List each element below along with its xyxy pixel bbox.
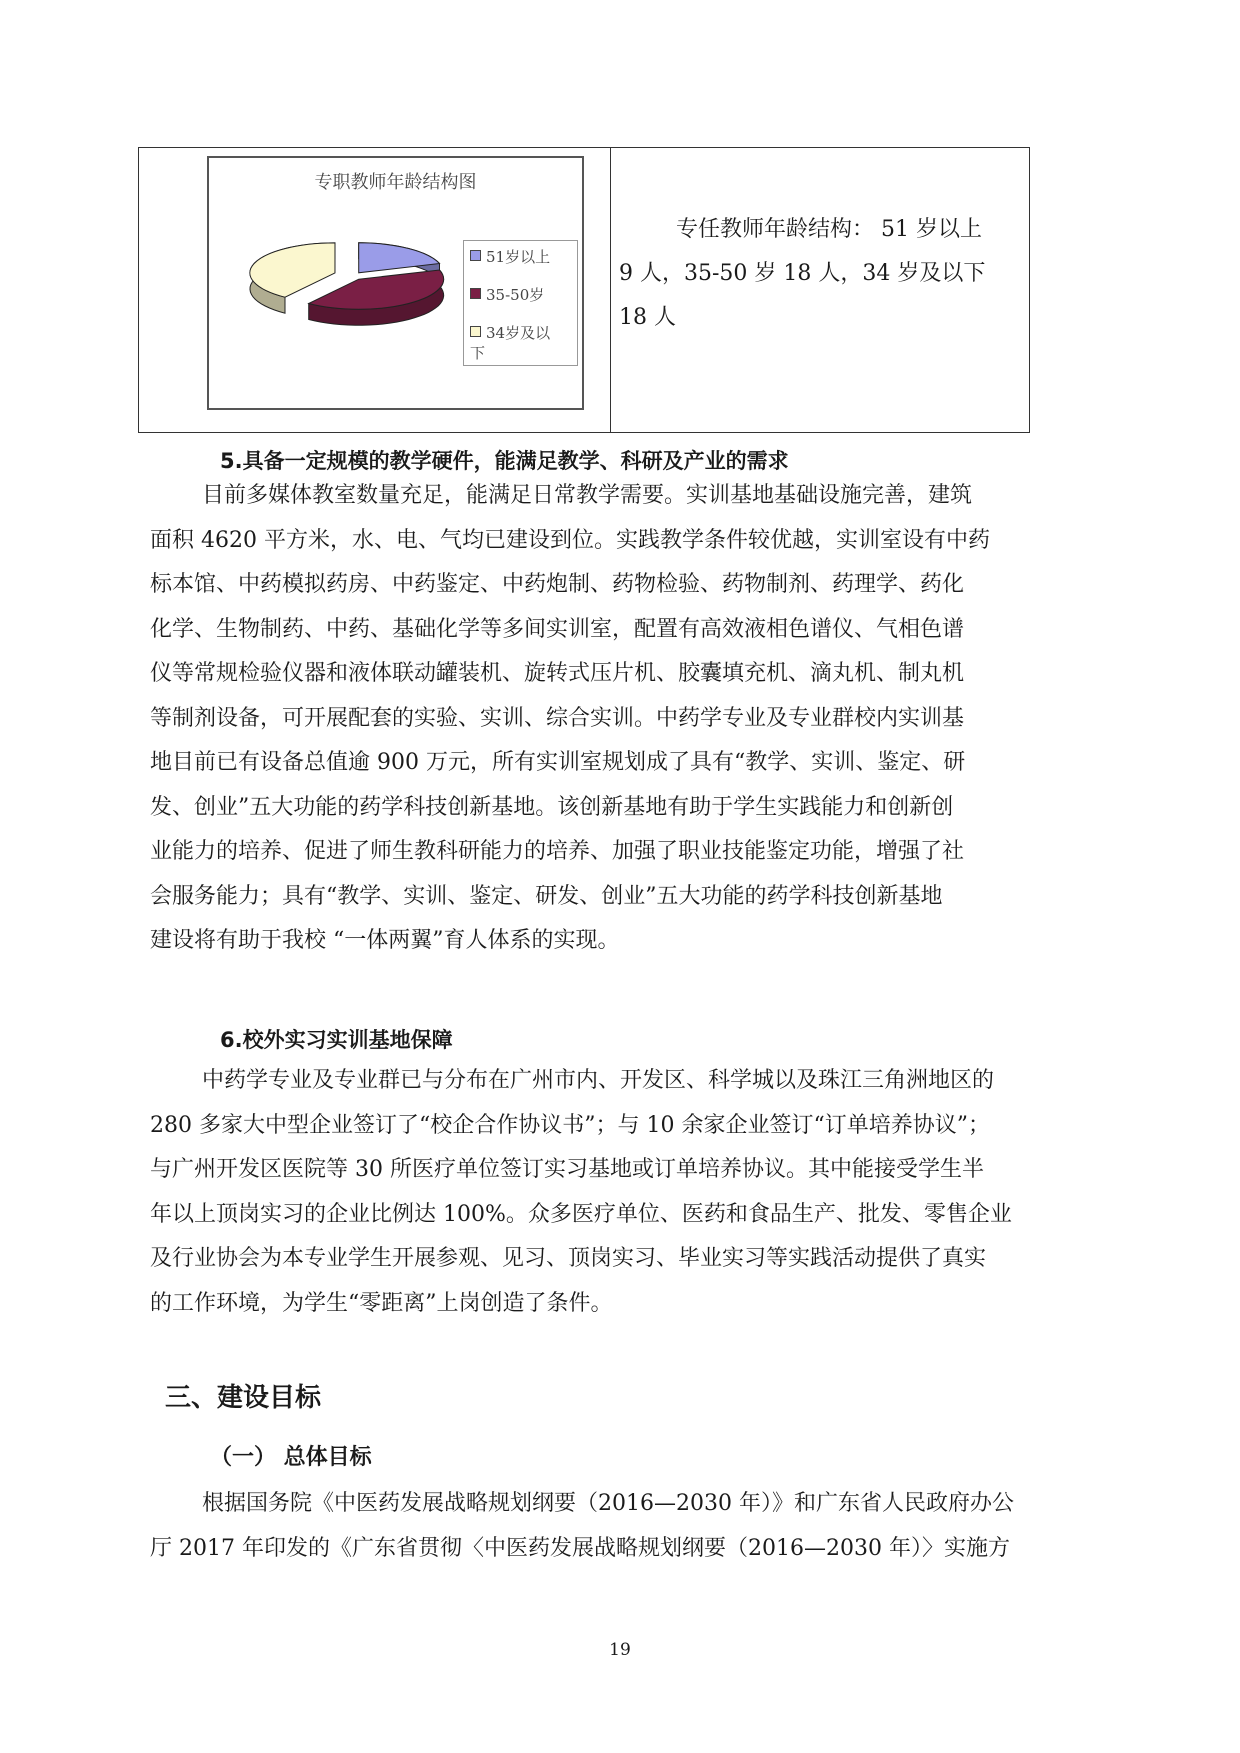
- table-column-divider: [610, 148, 611, 432]
- para-line: 与广州开发区医院等 30 所医疗单位签订实习基地或订单培养协议。其中能接受学生半: [150, 1157, 984, 1182]
- para-line: 业能力的培养、促进了师生教科研能力的培养、加强了职业技能鉴定功能，增强了社: [150, 839, 965, 864]
- para-line: 等制剂设备，可开展配套的实验、实训、综合实训。中药学专业及专业群校内实训基: [150, 705, 965, 731]
- para-line: 仪等常规检验仪器和液体联动罐装机、旋转式压片机、胶囊填充机、滴丸机、制丸机: [150, 661, 965, 686]
- legend-swatch: [470, 288, 481, 299]
- legend-label: 35-50岁: [486, 286, 545, 304]
- legend-label: 51岁以上: [486, 248, 551, 266]
- section5-heading: 5.具备一定规模的教学硬件，能满足教学、科研及产业的需求: [220, 449, 789, 473]
- para-line: [150, 1059, 1100, 1104]
- para-line-text: 根据国务院《中医药发展战略规划纲要（2016—2030 年）》和广东省人民政府办公: [202, 1491, 1014, 1516]
- legend-item-51-plus: [470, 247, 550, 267]
- age-pie-chart: [207, 156, 584, 410]
- para-line: [150, 474, 1100, 519]
- para-line: [150, 1482, 1100, 1527]
- para-line: 化学、生物制药、中药、基础化学等多间实训室，配置有高效液相色谱仪、气相色谱: [150, 616, 965, 642]
- legend-label: 34岁及以: [486, 324, 551, 342]
- para-line-text: 目前多媒体教室数量充足，能满足日常教学需要。实训基地基础设施完善，建筑: [202, 483, 973, 508]
- para-line: 及行业协会为本专业学生开展参观、见习、顶岗实习、毕业实习等实践活动提供了真实: [150, 1246, 987, 1271]
- legend-swatch: [470, 250, 481, 261]
- legend-item-34-below: [470, 323, 550, 363]
- section3-paragraph: [150, 1482, 1100, 1571]
- para-line: 面积 4620 平方米，水、电、气均已建设到位。实践教学条件较优越，实训室设有中药: [150, 527, 990, 553]
- desc-line: 9 人，35-50 岁 18 人，34 岁及以下: [619, 261, 986, 286]
- para-line: 会服务能力；具有“教学、实训、鉴定、研发、创业”五大功能的药学科技创新基地: [150, 883, 943, 909]
- page-number: 19: [609, 1640, 631, 1660]
- section5-paragraph: [150, 474, 1100, 964]
- para-line: 发、创业”五大功能的药学科技创新基地。该创新基地有助于学生实践能力和创新创: [150, 794, 954, 820]
- para-line-text: 中药学专业及专业群已与分布在广州市内、开发区、科学城以及珠江三角洲地区的: [202, 1068, 995, 1093]
- section3-subtitle: （一） 总体目标: [210, 1445, 372, 1470]
- age-structure-description: [619, 208, 1009, 340]
- desc-line: 18 人: [619, 305, 676, 330]
- chart-legend: [463, 240, 578, 366]
- section6-paragraph: [150, 1059, 1100, 1326]
- para-line: 280 多家大中型企业签订了“校企合作协议书”；与 10 余家企业签订“订单培养协议”；: [150, 1112, 990, 1138]
- para-line: 厅 2017 年印发的《广东省贯彻〈中医药发展战略规划纲要（2016—2030 年）〉实施方: [150, 1535, 1010, 1561]
- para-line: 年以上顶岗实习的企业比例达 100%。众多医疗单位、医药和食品生产、批发、零售企业: [150, 1201, 1012, 1227]
- para-line: 地目前已有设备总值逾 900 万元，所有实训室规划成了具有“教学、实训、鉴定、研: [150, 750, 966, 775]
- chart-title: 专职教师年龄结构图: [314, 172, 477, 193]
- para-line: 标本馆、中药模拟药房、中药鉴定、中药炮制、药物检验、药物制剂、药理学、药化: [150, 572, 965, 597]
- legend-label-cont: 下: [470, 344, 486, 362]
- section3-title: 三、建设目标: [165, 1383, 322, 1413]
- pie-slice-2: [250, 243, 335, 297]
- legend-item-35-50: [470, 285, 544, 305]
- legend-swatch: [470, 326, 481, 337]
- para-line: 建设将有助于我校 “一体两翼”育人体系的实现。: [150, 928, 620, 953]
- age-structure-table: [138, 147, 1030, 433]
- desc-line: 专任教师年龄结构： 51 岁以上: [676, 217, 982, 242]
- section6-heading: 6.校外实习实训基地保障: [220, 1028, 453, 1052]
- para-line: 的工作环境，为学生“零距离”上岗创造了条件。: [150, 1290, 613, 1316]
